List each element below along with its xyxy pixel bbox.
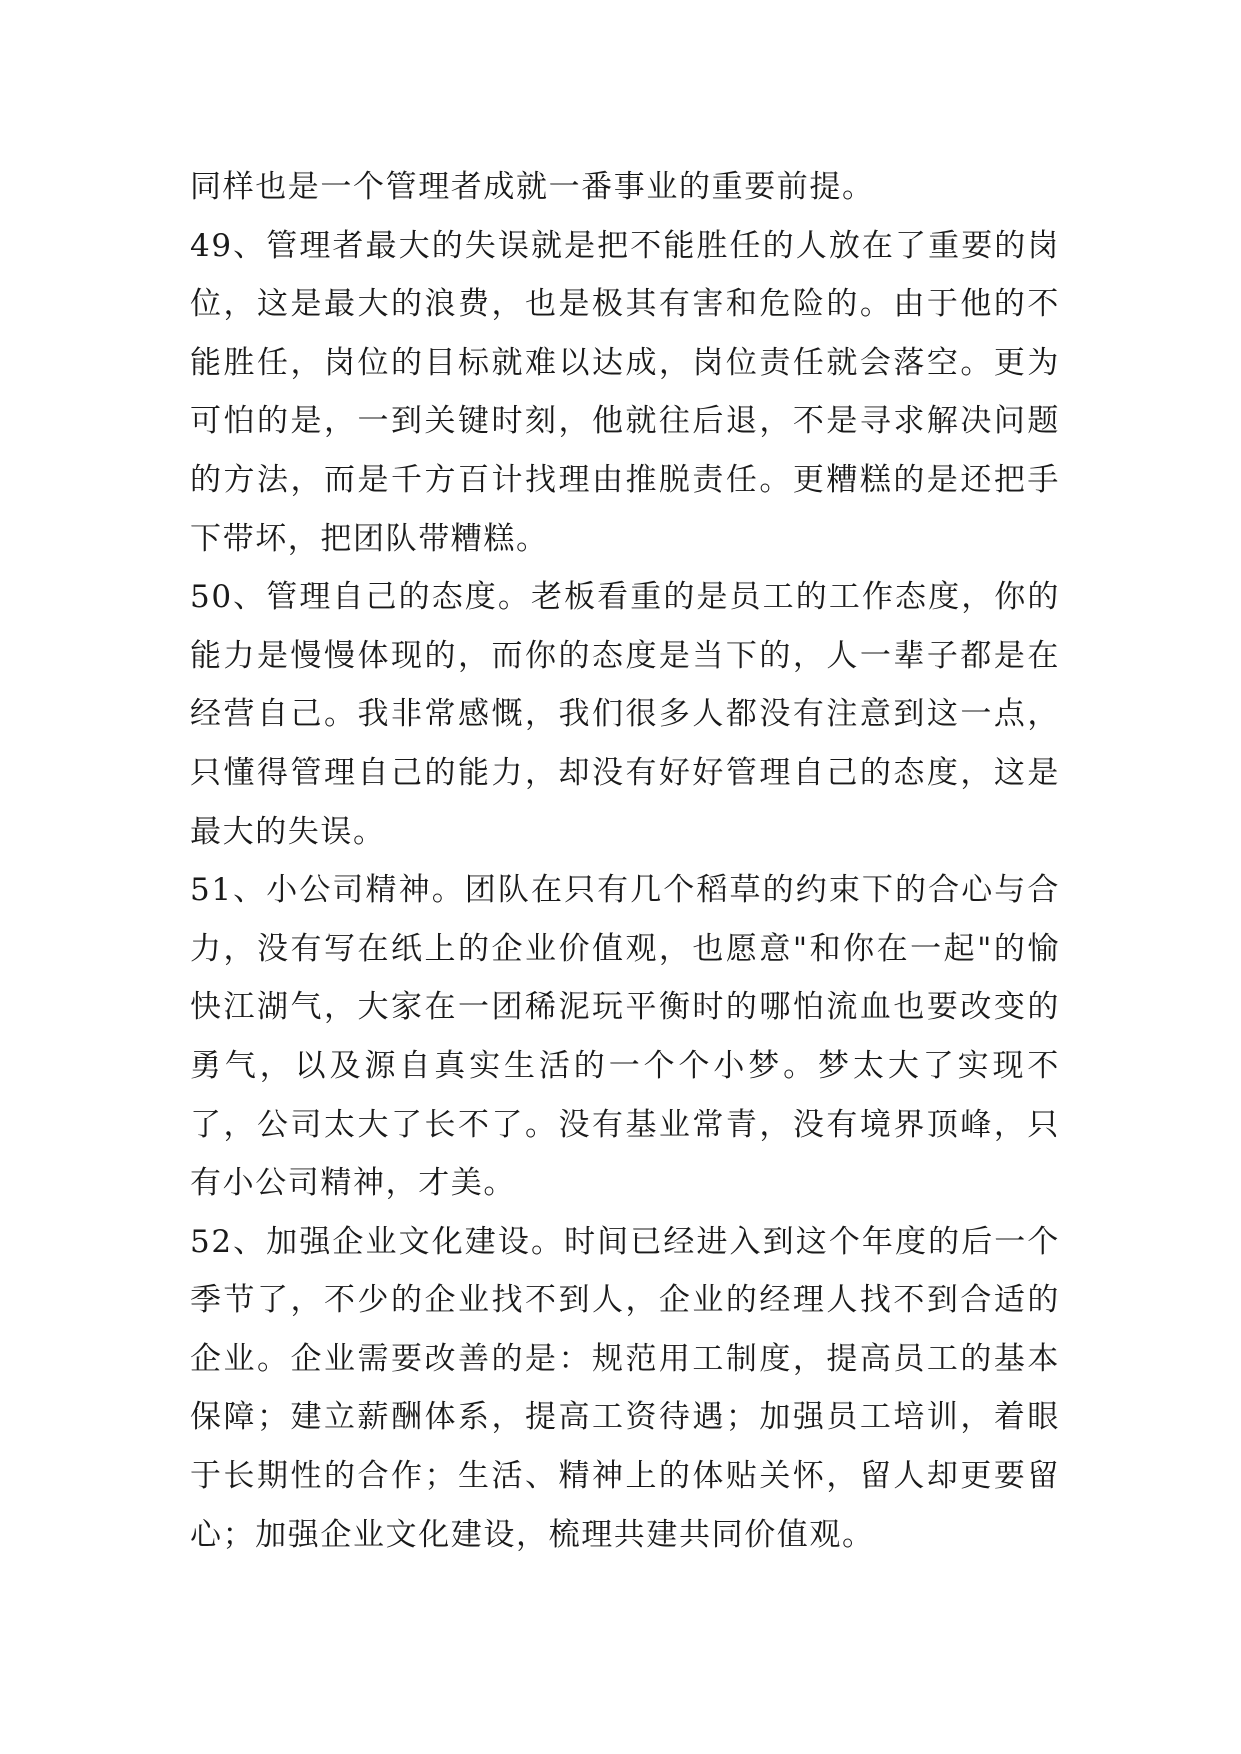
- document-body: [190, 158, 1060, 1564]
- paragraph-item-52: 52、加强企业文化建设。时间已经进入到这个年度的后一个季节了，不少的企业找不到人，企业的经理人找不到合适的企业。企业需要改善的是：规范用工制度，提高员工的基本保障；建立薪酬体系，提高工资待遇；加强员工培训，着眼于长期性的合作；生活、精神上的体贴关怀，留人却更要留心；加强企业文化建设，梳理共建共同价值观。: [190, 1223, 1060, 1553]
- paragraph-item-50: 50、管理自己的态度。老板看重的是员工的工作态度，你的能力是慢慢体现的，而你的态度是当下的，人一辈子都是在经营自己。我非常感慨，我们很多人都没有注意到这一点，只懂得管理自己的能力，却没有好好管理自己的态度，这是最大的失误。: [190, 579, 1060, 850]
- paragraph-continuation: 同样也是一个管理者成就一番事业的重要前提。: [190, 169, 875, 205]
- paragraph-item-51: 51、小公司精神。团队在只有几个稻草的约束下的合心与合力，没有写在纸上的企业价值观，也愿意"和你在一起"的愉快江湖气，大家在一团稀泥玩平衡时的哪怕流血也要改变的勇气，以及源自真实生活的一个个小梦。梦太大了实现不了，公司太大了长不了。没有基业常青，没有境界顶峰，只有小公司精神，才美。: [190, 872, 1060, 1202]
- paragraph-item-49: 49、管理者最大的失误就是把不能胜任的人放在了重要的岗位，这是最大的浪费，也是极其有害和危险的。由于他的不能胜任，岗位的目标就难以达成，岗位责任就会落空。更为可怕的是，一到关键时刻，他就往后退，不是寻求解决问题的方法，而是千方百计找理由推脱责任。更糟糕的是还把手下带坏，把团队带糟糕。: [190, 227, 1060, 557]
